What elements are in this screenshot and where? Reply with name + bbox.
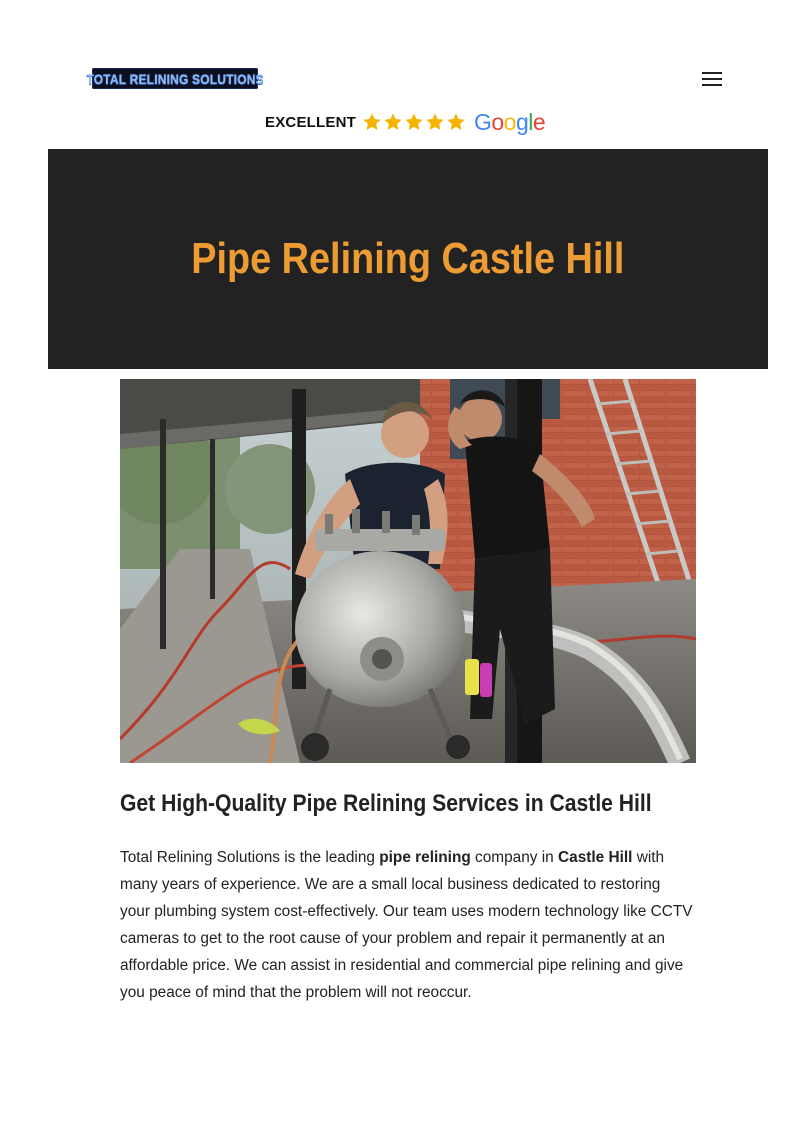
star-icon xyxy=(383,112,403,132)
star-icon xyxy=(362,112,382,132)
rating-stars xyxy=(362,112,466,132)
intro-text-3: with many years of experience. We are a small local business dedicated to restoring your plumbing system cost-effectively. Our team uses modern technology like CCTV cameras to get to the root cause of your problem and repair it permanently at an affordable price. We can assist in residential and commercial pipe relining and give you peace of mind that the problem will not reoccur. xyxy=(120,849,693,1001)
section-heading: Get High-Quality Pipe Relining Services in Castle Hill xyxy=(120,790,652,817)
menu-bar-middle xyxy=(702,78,722,80)
site-logo[interactable] xyxy=(86,68,264,89)
hero-photo xyxy=(120,379,696,763)
hero-banner xyxy=(48,149,768,369)
star-icon xyxy=(404,112,424,132)
technicians-photo-illustration xyxy=(120,379,696,763)
pipe-relining-link-text: pipe relining xyxy=(379,849,471,866)
intro-text-1: Total Relining Solutions is the leading xyxy=(120,849,380,866)
page-title: Pipe Relining Castle Hill xyxy=(191,234,625,283)
hamburger-menu-icon[interactable] xyxy=(700,68,724,90)
star-icon xyxy=(425,112,445,132)
rating-label: EXCELLENT xyxy=(265,113,356,131)
google-logo: Google xyxy=(473,108,546,135)
intro-paragraph xyxy=(120,844,694,1006)
google-rating-badge[interactable] xyxy=(265,106,545,138)
intro-text-2: company in xyxy=(470,849,559,866)
menu-bar-bottom xyxy=(702,84,722,86)
menu-bar-top xyxy=(702,72,722,74)
location-text: Castle Hill xyxy=(558,849,633,866)
logo-text: TOTAL RELINING SOLUTIONS xyxy=(86,70,264,87)
star-icon xyxy=(446,112,466,132)
